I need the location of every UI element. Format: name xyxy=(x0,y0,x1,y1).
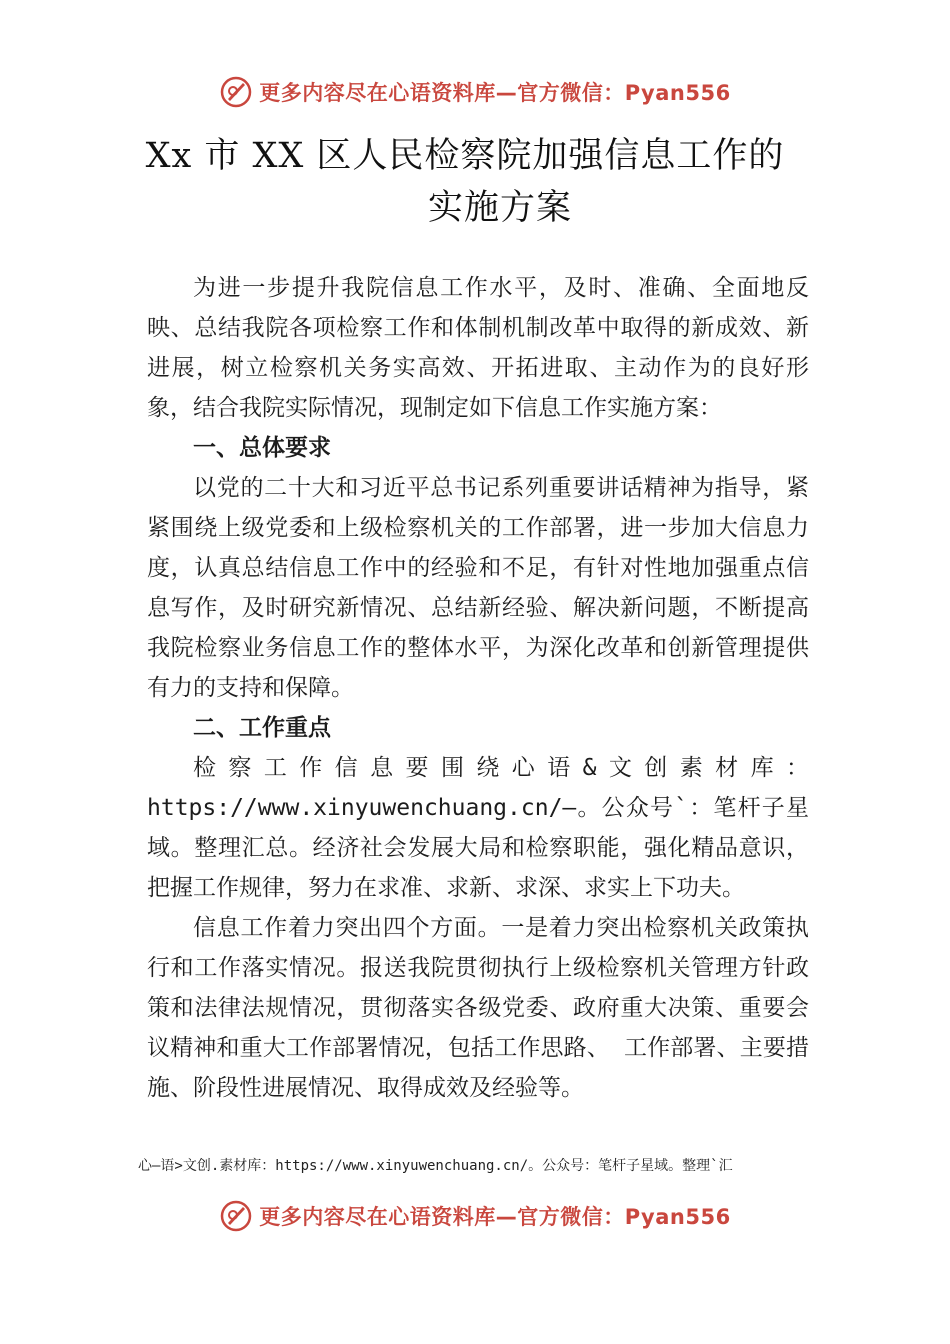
document-title-line2: 实施方案 xyxy=(427,188,572,228)
logo-icon xyxy=(219,1199,253,1233)
top-banner xyxy=(0,72,950,112)
section2-paragraph-1: 检察工作信息要围绕心语&文创素材库：https://www.xinyuwenchuang.cn/—。公众号`：笔杆子星域。整理汇总。经济社会发展大局和检察职能，强化精品意识，把握工作规律，努力在求准、求新、求深、求实上下功夫。 xyxy=(147,755,809,901)
section1-paragraph: 以党的二十大和习近平总书记系列重要讲话精神为指导，紧紧围绕上级党委和上级检察机关的工作部署，进一步加大信息力度，认真总结信息工作中的经验和不足，有针对性地加强重点信息写作，及时研究新情况、总结新经验、解决新问题，不断提高我院检察业务信息工作的整体水平，为深化改革和创新管理提供有力的支持和保障。 xyxy=(147,475,809,701)
section2-paragraph-2: 信息工作着力突出四个方面。一是着力突出检察机关政策执行和工作落实情况。报送我院贯彻执行上级检察机关管理方针政策和法律法规情况，贯彻落实各级党委、政府重大决策、重要会议精神和重大工作部署情况，包括工作思路、 工作部署、主要措施、阶段性进展情况、取得成效及经验等。 xyxy=(147,915,809,1101)
footnote: 心—语>文创.素材库：https://www.xinyuwenchuang.cn/。公众号：笔杆子星域。整理`汇 xyxy=(138,1158,733,1174)
banner-text: 更多内容尽在心语资料库—官方微信：Pyan556 xyxy=(259,1205,731,1229)
banner-text: 更多内容尽在心语资料库—官方微信：Pyan556 xyxy=(259,81,731,105)
document-body xyxy=(147,268,809,1108)
section1-heading: 一、总体要求 xyxy=(193,435,331,461)
logo-icon xyxy=(219,75,253,109)
intro-paragraph: 为进一步提升我院信息工作水平，及时、准确、全面地反映、总结我院各项检察工作和体制机制改革中取得的新成效、新进展，树立检察机关务实高效、开拓进取、主动作为的良好形象，结合我院实际情况，现制定如下信息工作实施方案： xyxy=(147,275,809,421)
document-title-line1: Xx 市 XX 区人民检察院加强信息工作的 xyxy=(145,136,785,176)
bottom-banner xyxy=(0,1196,950,1236)
section2-heading: 二、工作重点 xyxy=(193,715,331,741)
